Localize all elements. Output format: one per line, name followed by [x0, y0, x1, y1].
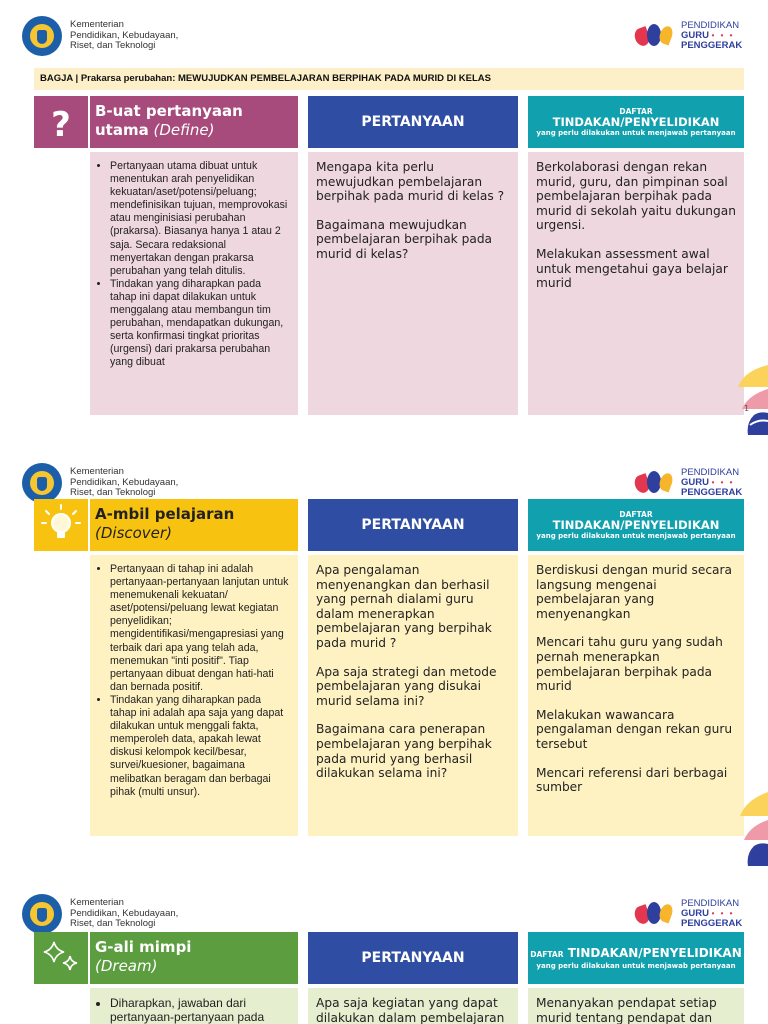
action-item: Menanyakan pendapat setiap murid tentang pendapat dan — [536, 996, 717, 1024]
kemendikbud-brand — [22, 894, 178, 934]
page-number: 1 — [744, 404, 750, 413]
question-mark-icon — [34, 96, 88, 148]
lightbulb-icon — [34, 499, 88, 551]
tut-wuri-handayani-logo-icon — [22, 894, 62, 934]
actions-column — [528, 988, 744, 1024]
guru-penggerak-name: PENDIDIKAN GURU • • • PENGGERAK — [681, 898, 743, 929]
question-item: Apa pengalaman menyenangkan dan berhasil yang pernah dialami guru dalam menerapkan pembelajaran yang berpihak pada murid ? — [316, 563, 492, 650]
kemendikbud-name: Kementerian Pendidikan, Kebudayaan, Riset, dan Teknologi — [70, 466, 179, 499]
tindakan-header: DAFTAR TINDAKAN/PENYELIDIKAN yang perlu dilakukan untuk menjawab pertanyaan — [528, 96, 744, 148]
actions-column — [528, 555, 744, 836]
stage-guidance — [90, 988, 298, 1024]
guru-penggerak-name: PENDIDIKAN GURU • • • PENGGERAK — [681, 20, 743, 51]
sparkle-icon — [34, 932, 88, 984]
guru-penggerak-brand — [633, 20, 742, 52]
question-item: Apa saja strategi dan metode pembelajaran yang disukai murid selama ini? — [316, 664, 497, 708]
guidance-bullet: • Pertanyaan di tahap ini adalah pertanyaan-pertanyaan lanjutan untuk menemukenali kekuatan/ aset/potensi/peluang lewat kegiatan penyelidikan; mengidentifikasi/mengapresiasi yang terbaik dari apa yang telah ada, menemukan "inti positif". Tiap pertanyaan dibuat dengan hati-hati dan bernada positif. — [110, 563, 290, 694]
topic-banner: BAGJA | Prakarsa perubahan: MEWUJUDKAN PEMBELAJARAN BERPIHAK PADA MURID DI KELAS — [34, 68, 744, 90]
guidance-bullet: • Diharapkan, jawaban dari pertanyaan-pertanyaan pada — [110, 996, 290, 1024]
stage-title: G-ali mimpi (Dream) — [90, 932, 298, 984]
action-item: Mencari tahu guru yang sudah pernah menerapkan pembelajaran berpihak pada murid — [536, 635, 723, 694]
guru-penggerak-name: PENDIDIKAN GURU • • • PENGGERAK — [681, 467, 743, 498]
kemendikbud-name: Kementerian Pendidikan, Kebudayaan, Riset, dan Teknologi — [70, 897, 179, 930]
slide-3 — [0, 878, 768, 1024]
pertanyaan-header: PERTANYAAN — [308, 932, 518, 984]
actions-column — [528, 152, 744, 415]
action-item: Berkolaborasi dengan rekan murid, guru, dan pimpinan soal pembelajaran berpihak pada murid di sekolah yaitu dukungan urgensi. — [536, 160, 736, 233]
tindakan-header: DAFTAR TINDAKAN/PENYELIDIKAN yang perlu dilakukan untuk menjawab pertanyaan — [528, 499, 744, 551]
guru-penggerak-logo-icon — [633, 898, 677, 930]
tindakan-header: DAFTAR TINDAKAN/PENYELIDIKAN yang perlu dilakukan untuk menjawab pertanyaan — [528, 932, 744, 984]
guru-penggerak-logo-icon — [633, 467, 677, 499]
kemendikbud-name: Kementerian Pendidikan, Kebudayaan, Riset, dan Teknologi — [70, 19, 179, 52]
action-item: Melakukan wawancara pengalaman dengan rekan guru tersebut — [536, 707, 733, 751]
stage-title: A-mbil pelajaran (Discover) — [90, 499, 298, 551]
guidance-bullet: • Pertanyaan utama dibuat untuk menentukan arah penyelidikan kekuatan/aset/potensi/peluang; mendefinisikan tujuan, memprovokasi atau menginisiasi perubahan (prakarsa). Biasanya hanya 1 atau 2 saja. Secara redaksional menyertakan dengan prakarsa perubahan yang telah ditulis. — [110, 160, 290, 278]
question-item: Bagaimana mewujudkan pembelajaran berpihak pada murid di kelas? — [316, 217, 493, 261]
slide-2 — [0, 447, 768, 866]
stage-guidance — [90, 555, 298, 836]
guidance-bullet: • Tindakan yang diharapkan pada tahap ini dapat dilakukan untuk menggalang atau membangun tim perubahan, mendapatkan dukungan, serta konfirmasi tingkat prioritas (urgensi) dari prakarsa perubahan yang dibuat — [110, 278, 290, 370]
kemendikbud-brand — [22, 463, 178, 503]
decorative-wave-icon — [734, 365, 768, 435]
decorative-wave-icon — [734, 792, 768, 866]
guru-penggerak-brand — [633, 898, 742, 930]
pertanyaan-header: PERTANYAAN — [308, 96, 518, 148]
guru-penggerak-brand — [633, 467, 742, 499]
questions-column — [308, 555, 518, 836]
tut-wuri-handayani-logo-icon — [22, 463, 62, 503]
pertanyaan-header: PERTANYAAN — [308, 499, 518, 551]
svg-text:?: ? — [51, 105, 71, 145]
action-item: Mencari referensi dari berbagai sumber — [536, 765, 728, 795]
questions-column — [308, 152, 518, 415]
guru-penggerak-logo-icon — [633, 20, 677, 52]
guidance-bullet: • Tindakan yang diharapkan pada tahap ini adalah apa saja yang dapat dilakukan untuk menggali fakta, memperoleh data, apakah lewat diskusi kelompok kecil/besar, survei/kuesioner, bagaimana melibatkan beragam dan berbagai pihak (multi unsur). — [110, 694, 290, 799]
stage-title: B-uat pertanyaan utama (Define) — [90, 96, 298, 148]
question-item: Apa saja kegiatan yang dapat dilakukan dalam pembelajaran — [316, 996, 505, 1024]
action-item: Berdiskusi dengan murid secara langsung mengenai pembelajaran yang menyenangkan — [536, 563, 733, 621]
slide-1 — [0, 0, 768, 435]
question-item: Bagaimana cara penerapan pembelajaran yang berpihak pada murid yang berhasil dilakukan selama ini? — [316, 722, 492, 781]
tut-wuri-handayani-logo-icon — [22, 16, 62, 56]
action-item: Melakukan assessment awal untuk mengetahui gaya belajar murid — [536, 246, 728, 291]
questions-column — [308, 988, 518, 1024]
stage-guidance — [90, 152, 298, 415]
question-item: Mengapa kita perlu mewujudkan pembelajaran berpihak pada murid di kelas ? — [316, 160, 505, 204]
kemendikbud-brand — [22, 16, 178, 56]
